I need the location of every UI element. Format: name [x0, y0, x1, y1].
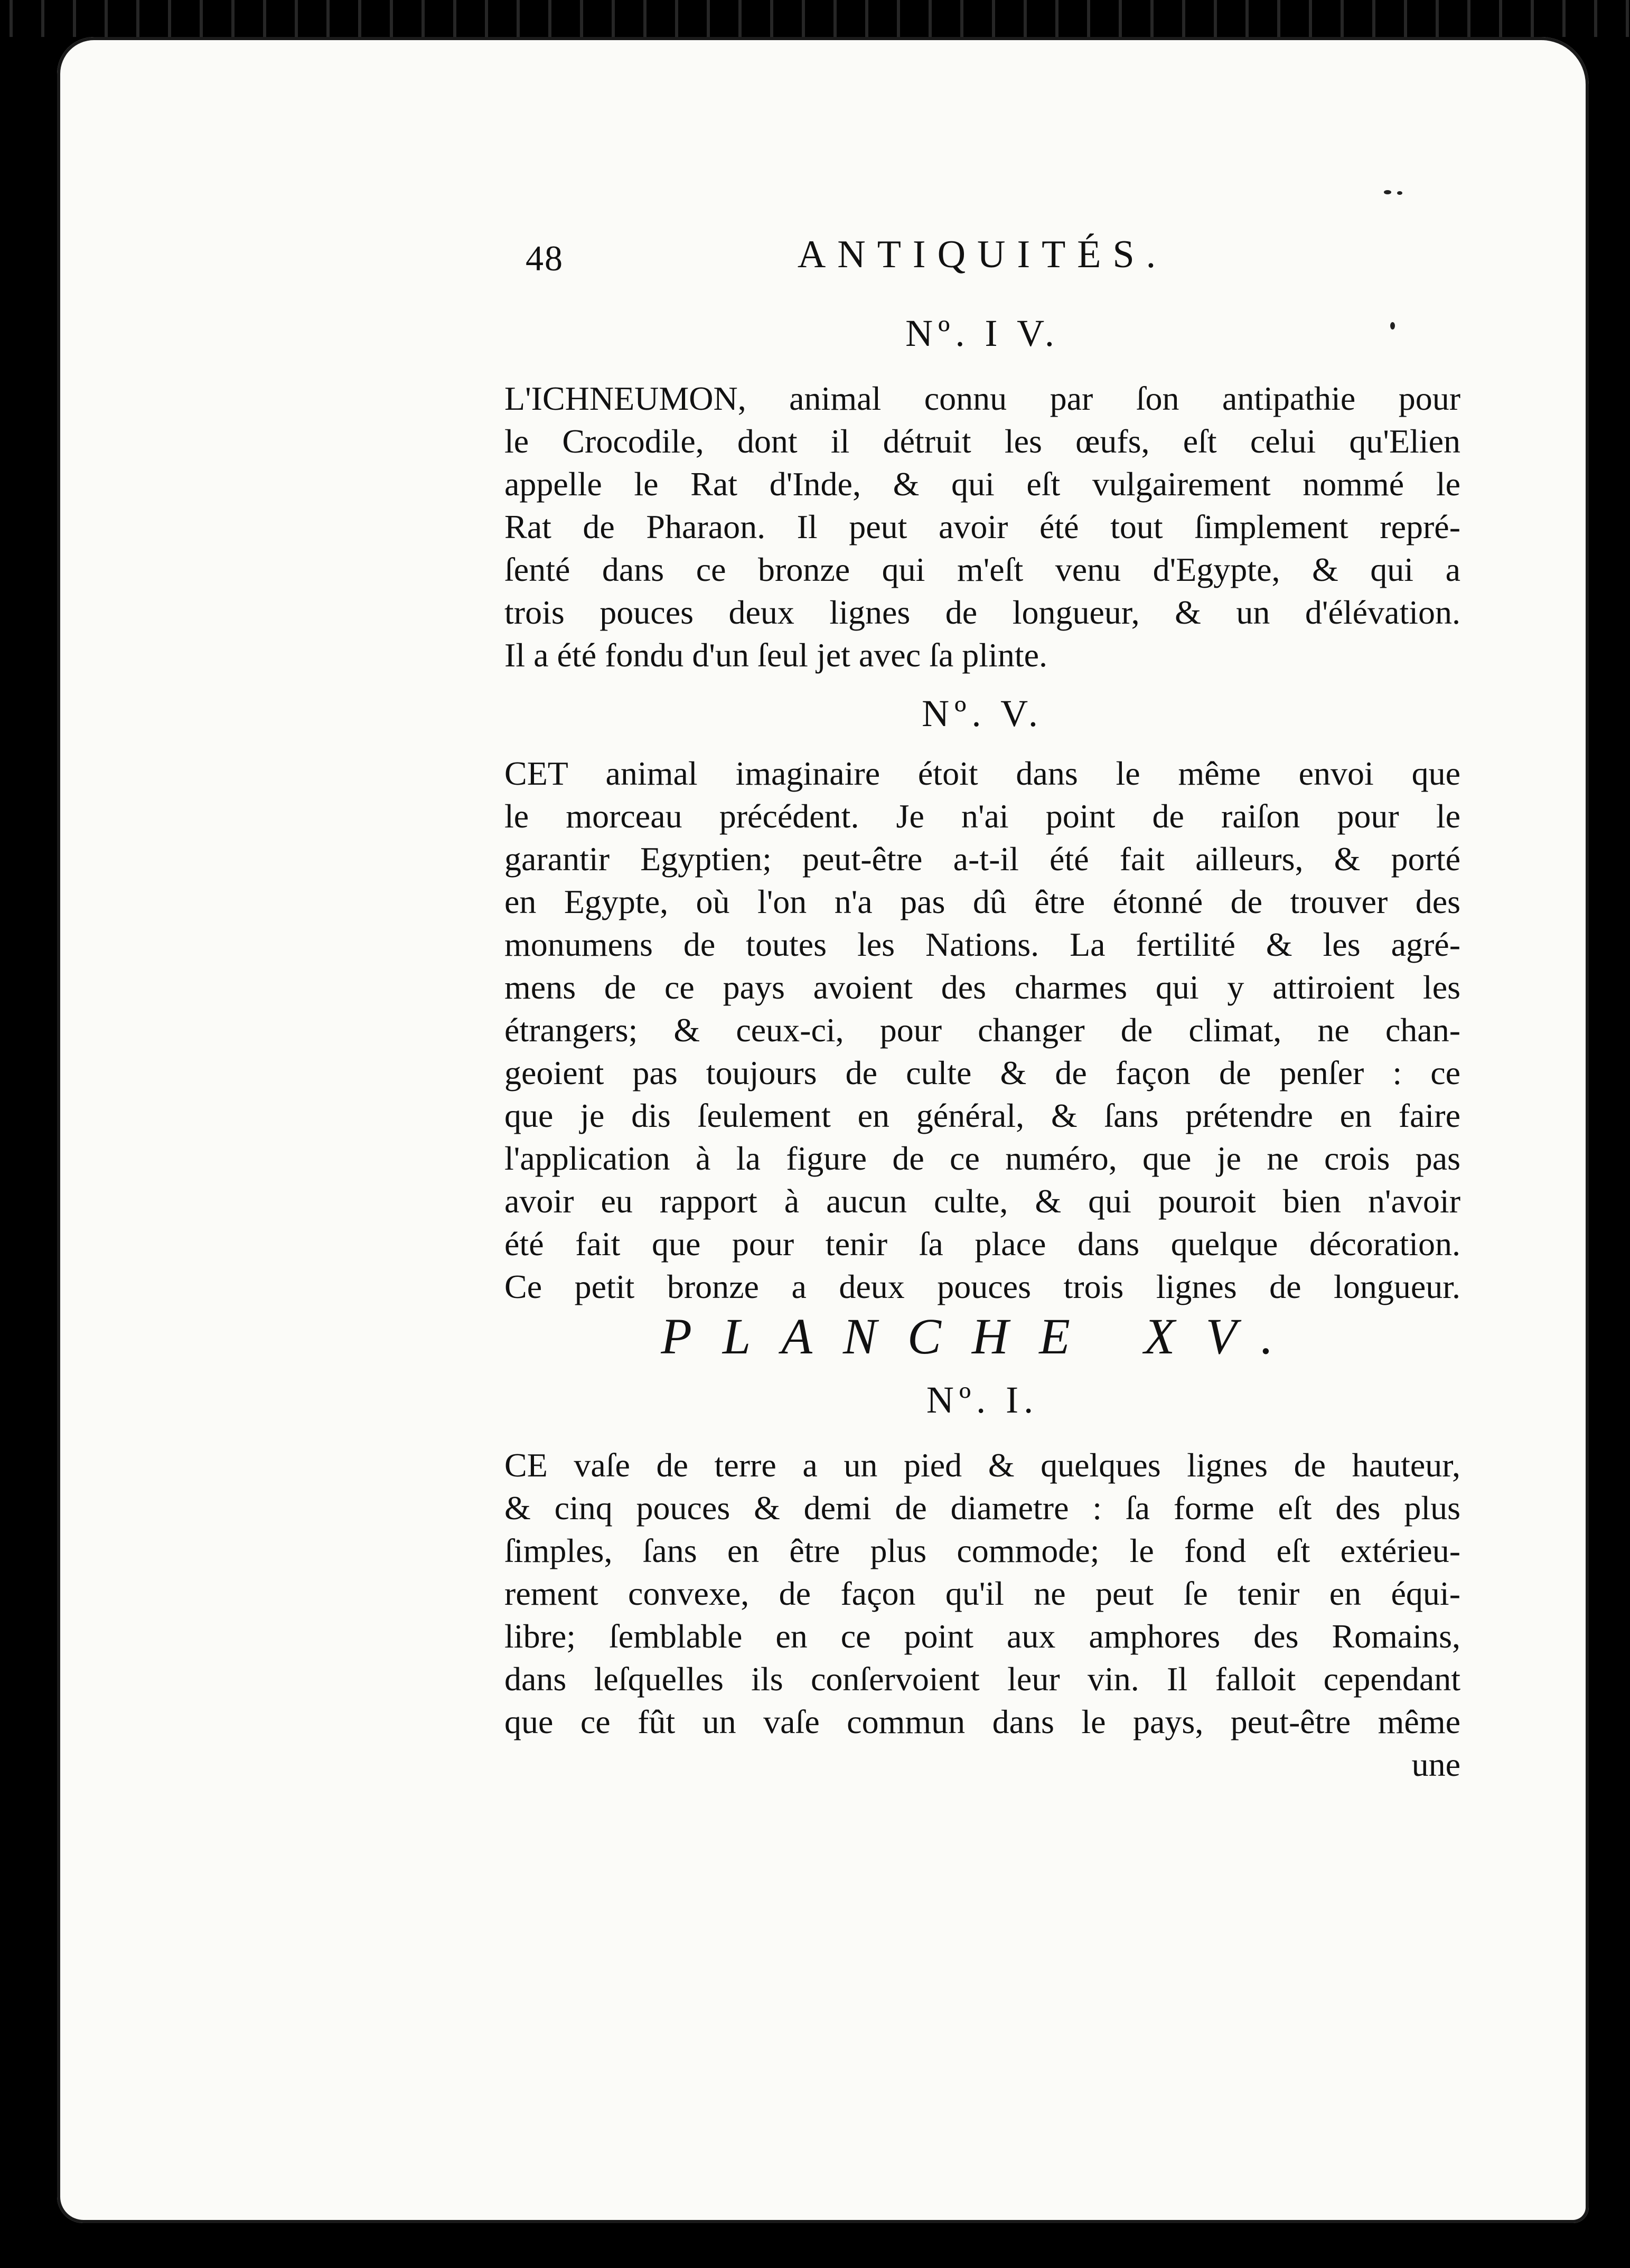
text-line: ſenté dans ce bronze qui m'eſt venu d'Egypte, & qui a: [504, 551, 1460, 588]
text-line: L'ICHNEUMON, animal connu par ſon antipathie pour: [504, 380, 1460, 417]
text-line: le Crocodile, dont il détruit les œufs, eſt celui qu'Elien: [504, 422, 1460, 460]
text-line: & cinq pouces & demi de diametre : ſa forme eſt des plus: [504, 1489, 1460, 1527]
paragraph-no-i: [504, 1444, 1460, 1803]
text-line: mens de ce pays avoient des charmes qui y attiroient les: [504, 968, 1460, 1006]
text-line: rement convexe, de façon qu'il ne peut ſe tenir en équi-: [504, 1575, 1460, 1612]
section-heading-no-i: Nº. I.: [926, 1379, 1039, 1421]
text-line: l'application à la figure de ce numéro, que je ne crois pas: [504, 1140, 1460, 1177]
running-title: ANTIQUITÉS.: [797, 233, 1168, 276]
catchword: une: [1411, 1746, 1460, 1783]
text-line: été fait que pour tenir ſa place dans quelque décoration.: [504, 1225, 1460, 1263]
text-line: que ce fût un vaſe commun dans le pays, peut-être même: [504, 1703, 1460, 1740]
text-line: en Egypte, où l'on n'a pas dû être étonné de trouver des: [504, 883, 1460, 920]
text-line: libre; ſemblable en ce point aux amphores des Romains,: [504, 1617, 1460, 1655]
running-head: [526, 232, 1439, 296]
text-line: monumens de toutes les Nations. La fertilité & les agré-: [504, 926, 1460, 963]
text-line: étrangers; & ceux-ci, pour changer de climat, ne chan-: [504, 1011, 1460, 1049]
scan-top-edge: [0, 0, 1630, 37]
paragraph-no-iv: [504, 378, 1460, 684]
ink-speck: [1384, 190, 1391, 194]
text-line: geoient pas toujours de culte & de façon de penſer : ce: [504, 1054, 1460, 1091]
section-heading-no-v: Nº. V.: [922, 692, 1043, 735]
ink-speck: [1397, 191, 1402, 195]
text-line: appelle le Rat d'Inde, & qui eſt vulgairement nommé le: [504, 465, 1460, 503]
text-line: Rat de Pharaon. Il peut avoir été tout ſimplement repré-: [504, 508, 1460, 545]
text-line: Ce petit bronze a deux pouces trois lignes de longueur.: [504, 1268, 1460, 1305]
text-line: Il a été fondu d'un ſeul jet avec ſa plinte.: [504, 636, 1048, 674]
text-line: avoir eu rapport à aucun culte, & qui pouroit bien n'avoir: [504, 1182, 1460, 1220]
page-number: 48: [526, 238, 564, 278]
text-line: trois pouces deux lignes de longueur, & un d'élévation.: [504, 594, 1460, 631]
text-line: ſimples, ſans en être plus commode; le fond eſt extérieu-: [504, 1532, 1460, 1569]
text-line: CE vaſe de terre a un pied & quelques lignes de hauteur,: [504, 1446, 1460, 1484]
plate-heading: PLANCHE XV.: [661, 1308, 1304, 1364]
paragraph-no-v: [504, 752, 1460, 1312]
section-heading-no-iv: Nº. I V.: [905, 312, 1060, 354]
text-line: garantir Egyptien; peut-être a-t-il été fait ailleurs, & porté: [504, 840, 1460, 878]
text-line: CET animal imaginaire étoit dans le même envoi que: [504, 755, 1460, 792]
text-line: que je dis ſeulement en général, & ſans prétendre en faire: [504, 1097, 1460, 1134]
text-line: dans leſquelles ils conſervoient leur vin. Il falloit cependant: [504, 1660, 1460, 1698]
text-line: le morceau précédent. Je n'ai point de raiſon pour le: [504, 797, 1460, 835]
